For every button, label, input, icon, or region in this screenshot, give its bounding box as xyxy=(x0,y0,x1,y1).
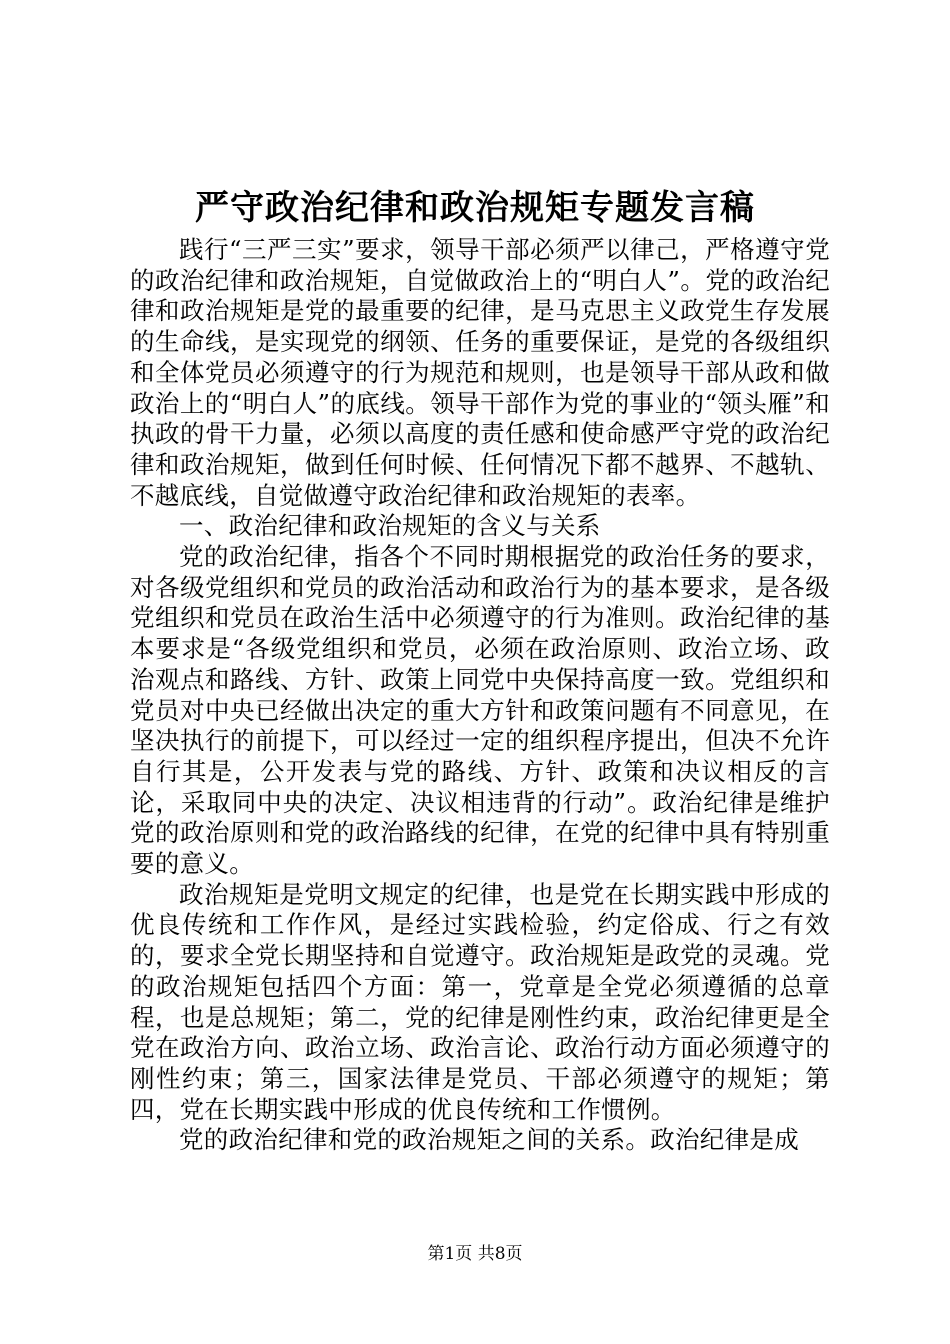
section-heading-1: 一、政治纪律和政治规矩的含义与关系 xyxy=(179,511,601,541)
document-body xyxy=(130,235,830,1156)
page-footer: 第1页 共8页 xyxy=(427,1244,523,1264)
paragraph-political-discipline: 党的政治纪律，指各个不同时期根据党的政治任务的要求，对各级党组织和党员的政治活动和政治行为的基本要求，是各级党组织和党员在政治生活中必须遵守的行为准则。政治纪律的基本要求是“各级党组织和党员，必须在政治原则、政治立场、政治观点和路线、方针、政策上同党中央保持高度一致。党组织和党员对中央已经做出决定的重大方针和政策问题有不同意见，在坚决执行的前提下，可以经过一定的组织程序提出，但决不允许自行其是，公开发表与党的路线、方针、政策和决议相反的言论，采取同中央的决定、决议相违背的行动”。政治纪律是维护党的政治原则和党的政治路线的纪律，在党的纪律中具有特别重要的意义。 xyxy=(130,542,830,879)
paragraph-political-rules: 政治规矩是党明文规定的纪律，也是党在长期实践中形成的优良传统和工作作风，是经过实践检验，约定俗成、行之有效的，要求全党长期坚持和自觉遵守。政治规矩是政党的灵魂。党的政治规矩包括四个方面：第一，党章是全党必须遵循的总章程，也是总规矩；第二，党的纪律是刚性约束，政治纪律更是全党在政治方向、政治立场、政治言论、政治行动方面必须遵守的刚性约束；第三，国家法律是党员、干部必须遵守的规矩；第四，党在长期实践中形成的优良传统和工作惯例。 xyxy=(130,879,830,1124)
paragraph-relationship: 党的政治纪律和党的政治规矩之间的关系。政治纪律是成 xyxy=(179,1125,799,1155)
document-title: 严守政治纪律和政治规矩专题发言稿 xyxy=(195,188,755,228)
paragraph-intro: 践行“三严三实”要求，领导干部必须严以律己，严格遵守党的政治纪律和政治规矩，自觉做政治上的“明白人”。党的政治纪律和政治规矩是党的最重要的纪律，是马克思主义政党生存发展的生命线，是实现党的纲领、任务的重要保证，是党的各级组织和全体党员必须遵守的行为规范和规则，也是领导干部从政和做政治上的“明白人”的底线。领导干部作为党的事业的“领头雁”和执政的骨干力量，必须以高度的责任感和使命感严守党的政治纪律和政治规矩，做到任何时候、任何情况下都不越界、不越轨、不越底线，自觉做遵守政治纪律和政治规矩的表率。 xyxy=(130,235,830,510)
